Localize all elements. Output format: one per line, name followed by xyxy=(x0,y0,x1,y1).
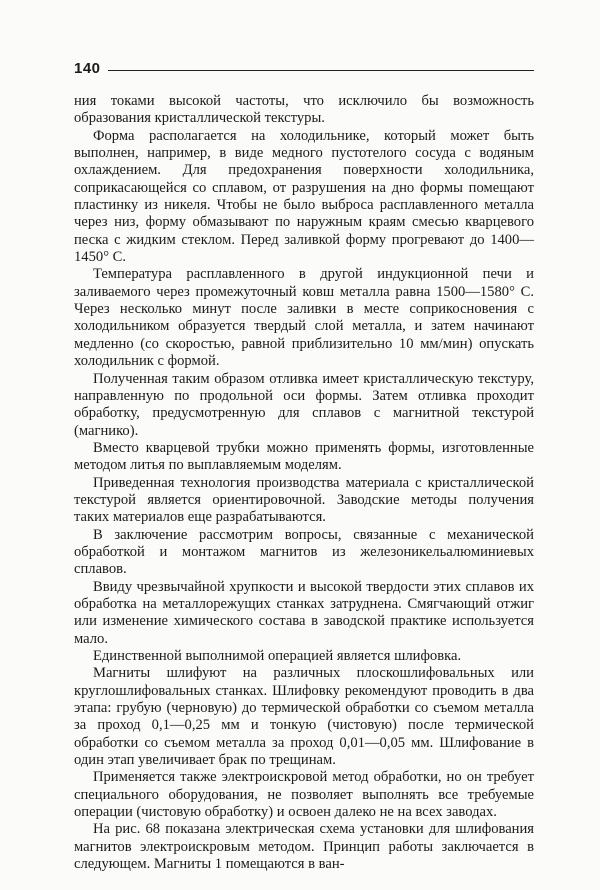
paragraph: Ввиду чрезвычайной хрупкости и высокой твердости этих сплавов их обработка на металлорежущих станках затруднена. Смягчающий отжиг или изменение химического состава в заводской практике используется мало. xyxy=(74,578,534,647)
paragraph: Магниты шлифуют на различных плоскошлифовальных или круглошлифовальных станках. Шлифовку рекомендуют проводить в два этапа: грубую (черновую) до термической обработки со съемом металла за проход 0,1—0,25 мм и тонкую (чистовую) после термической обработки со съемом металла за проход 0,01—0,05 мм. Шлифование в один этап увеличивает брак по трещинам. xyxy=(74,665,534,769)
paragraph: В заключение рассмотрим вопросы, связанные с механической обработкой и монтажом магнитов из железоникельалюминиевых сплавов. xyxy=(74,526,534,578)
running-header xyxy=(74,60,534,80)
paragraph: Единственной выполнимой операцией является шлифовка. xyxy=(92,648,462,664)
paragraph: Форма располагается на холодильнике, который может быть выполнен, например, в виде медного пустотелого сосуда с водяным охлаждением. Для предохранения поверхности холодильника, соприкасающейся со сплавом, от разрушения на дно формы помещают пластинку из никеля. Чтобы не было выброса расплавленного металла через низ, форму обмазывают по наружным краям смесью кварцевого песка с жидким стеклом. Перед заливкой форму прогревают до 1400—1450° С. xyxy=(74,127,534,266)
page-number: 140 xyxy=(74,60,101,77)
paragraph: Приведенная технология производства материала с кристаллической текстурой является ориентировочной. Заводские методы получения таких материалов еще разрабатываются. xyxy=(74,474,534,526)
paragraph: Полученная таким образом отливка имеет кристаллическую текстуру, направленную по продольной оси формы. Затем отливка проходит обработку, предусмотренную для сплавов с магнитной текстурой (магнико). xyxy=(74,370,534,439)
paragraph: На рис. 68 показана электрическая схема установки для шлифования магнитов электроискровым методом. Принцип работы заключается в следующем. Магниты 1 помещаются в ван- xyxy=(74,821,534,873)
paragraph: Температура расплавленного в другой индукционной печи и заливаемого через промежуточный ковш металла равна 1500—1580° С. Через несколько минут после заливки в месте соприкосновения с холодильником образуется твердый слой металла, и затем начинают медленно (со скоростью, равной приблизительно 10 мм/мин) опускать холодильник с формой. xyxy=(74,266,534,370)
paragraph: Применяется также электроискровой метод обработки, но он требует специального оборудования, не позволяет выполнять все требуемые операции (чистовую обработку) и освоен далеко не на всех заводах. xyxy=(74,769,534,821)
header-rule xyxy=(108,70,534,71)
body-text xyxy=(74,93,534,873)
paragraph: ния токами высокой частоты, что исключило бы возможность образования кристаллической текстуры. xyxy=(74,93,534,127)
paragraph: Вместо кварцевой трубки можно применять формы, изготовленные методом литья по выплавляемым моделям. xyxy=(74,439,534,474)
